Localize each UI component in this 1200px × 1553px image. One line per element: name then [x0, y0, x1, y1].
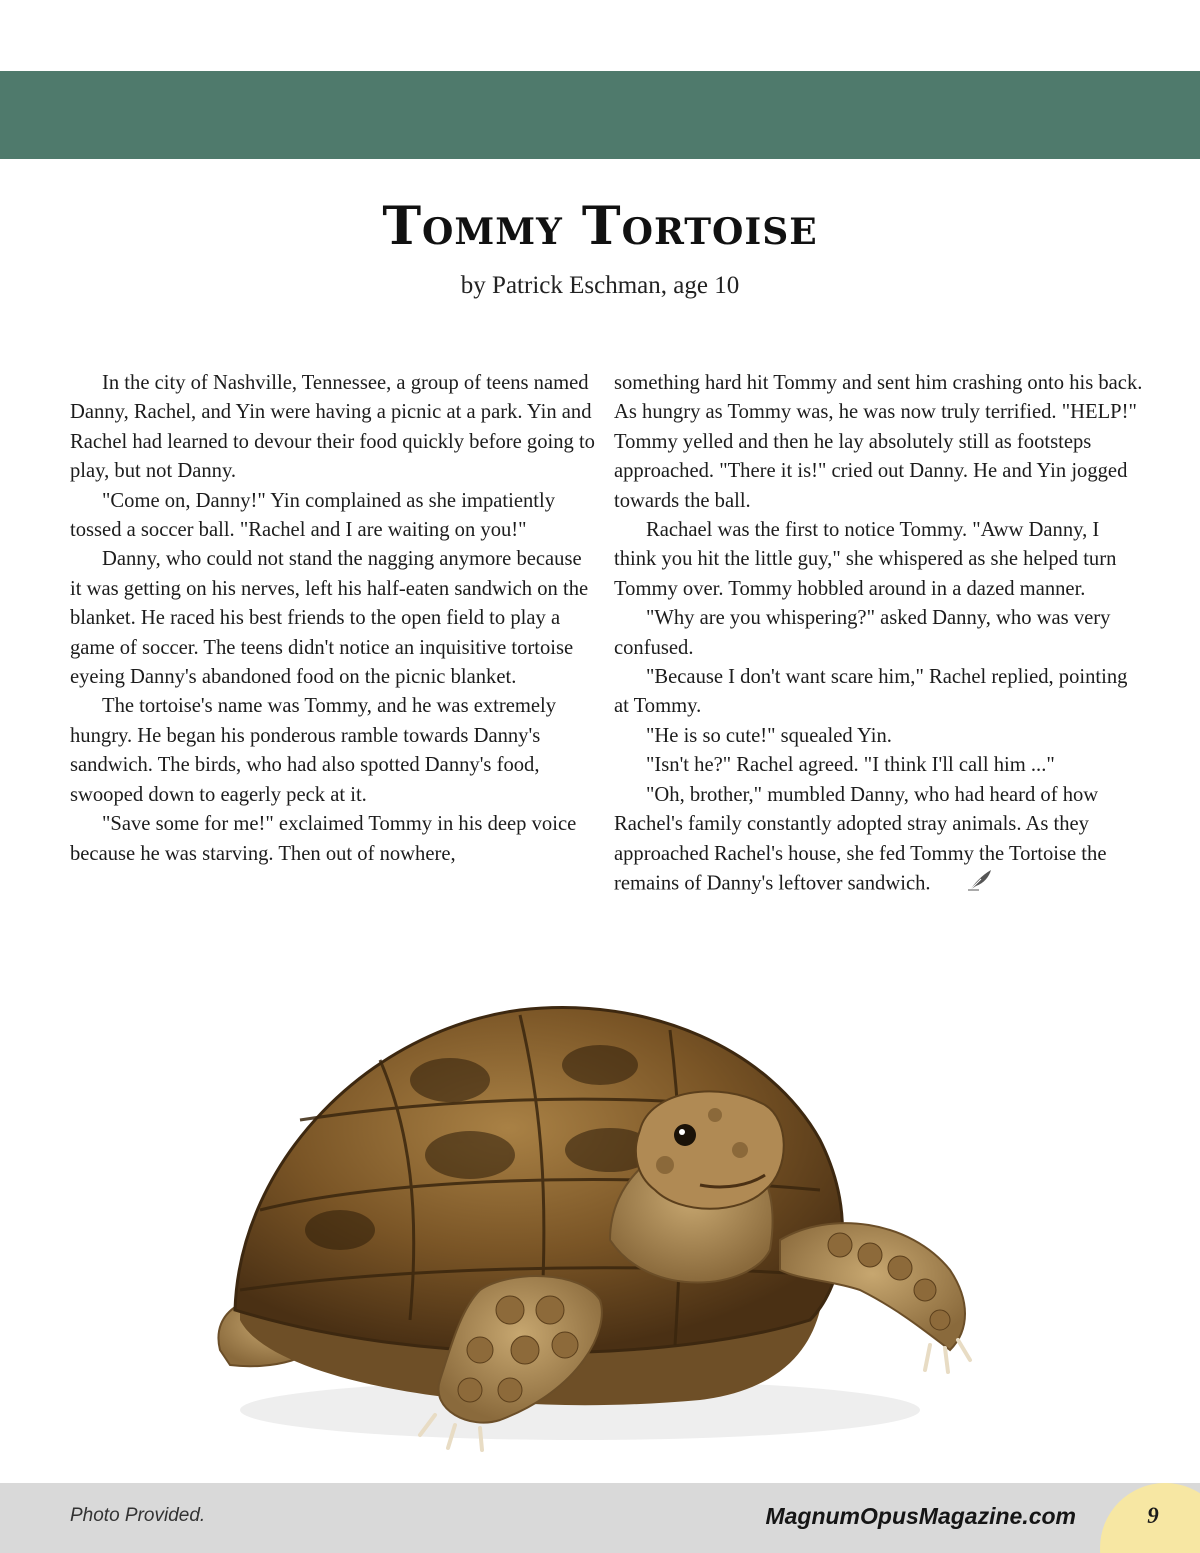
story-paragraph: "Isn't he?" Rachel agreed. "I think I'll call him ...": [646, 754, 1055, 777]
page-number: 9: [1147, 1503, 1159, 1528]
story-paragraph: In the city of Nashville, Tennessee, a group of teens named Danny, Rachel, and Yin were having a picnic at a park. Yin and Rachel had learned to devour their food quickly before going to play, but not Danny.: [70, 372, 595, 483]
header-band: [0, 71, 1200, 159]
photo-credit: Photo Provided.: [70, 1505, 206, 1526]
story-paragraph: Rachael was the first to notice Tommy. "Aww Danny, I think you hit the little guy," she whispered as she helped turn Tommy over. Tommy hobbled around in a dazed manner.: [614, 519, 1117, 600]
article-byline: by Patrick Eschman, age 10: [460, 272, 740, 299]
story-column-left: [70, 369, 595, 869]
page-footer: [0, 1483, 1200, 1553]
story-paragraph: "Why are you whispering?" asked Danny, who was very confused.: [614, 607, 1111, 659]
quill-icon: [935, 869, 993, 900]
story-paragraph: "Because I don't want scare him," Rachel replied, pointing at Tommy.: [614, 666, 1128, 718]
story-paragraph: "He is so cute!" squealed Yin.: [646, 724, 892, 747]
final-paragraph-text: "Oh, brother," mumbled Danny, who had heard of how Rachel's family constantly adopted stray animals. As they approached Rachel's house, she fed Tommy the Tortoise the remains of Danny's leftover sandwich.: [614, 783, 1107, 895]
story-paragraph: The tortoise's name was Tommy, and he was extremely hungry. He began his ponderous ramble towards Danny's sandwich. The birds, who had also spotted Danny's food, swooped down to eagerly peck at it.: [70, 695, 557, 806]
story-column-right: [614, 369, 1144, 900]
site-url: MagnumOpusMagazine.com: [765, 1503, 1076, 1529]
story-paragraph-final: [614, 781, 1144, 901]
story-paragraph-continued: something hard hit Tommy and sent him crashing onto his back. As hungry as Tommy was, he was now truly terrified. "HELP!" Tommy yelled and then he lay absolutely still as footsteps approached. "There it is!" cried out Danny. He and Yin jogged towards the ball.: [614, 372, 1143, 512]
tortoise-photo: [180, 990, 1030, 1460]
article-title: Tommy Tortoise: [382, 196, 818, 257]
story-paragraph: "Come on, Danny!" Yin complained as she impatiently tossed a soccer ball. "Rachel and I are waiting on you!": [70, 489, 556, 542]
story-paragraph: "Save some for me!" exclaimed Tommy in his deep voice because he was starving. Then out of nowhere,: [70, 813, 577, 865]
story-paragraph: Danny, who could not stand the nagging anymore because it was getting on his nerves, left his half-eaten sandwich on the blanket. He raced his best friends to the open field to play a game of soccer. The teens didn't notice an inquisitive tortoise eyeing Danny's abandoned food on the picnic blanket.: [70, 548, 589, 689]
